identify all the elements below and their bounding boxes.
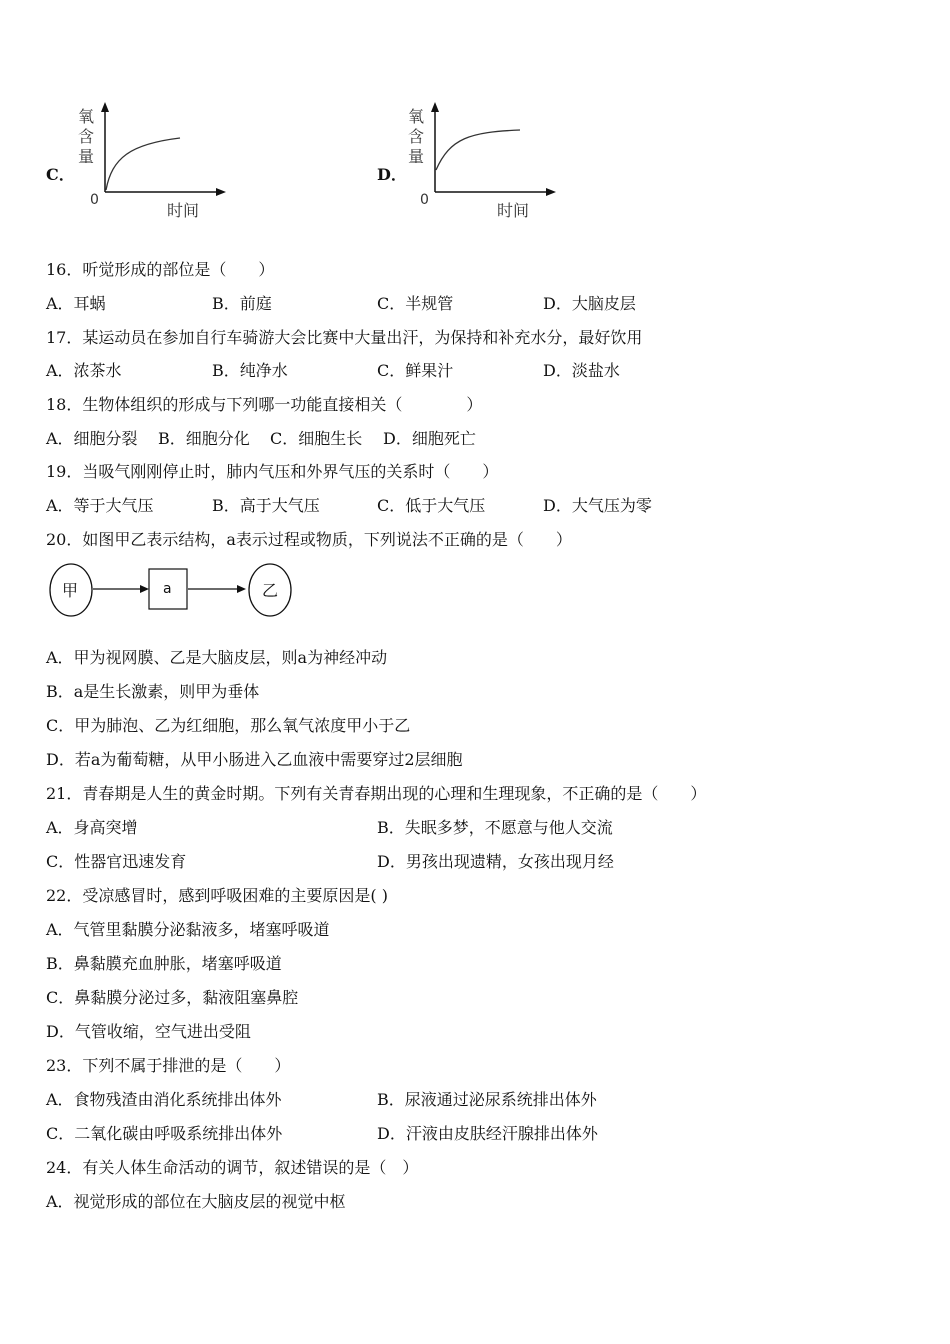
question-20-option-a[interactable]: A．甲为视网膜、乙是大脑皮层，则a为神经冲动 — [46, 648, 388, 667]
question-19-option-d[interactable]: D．大气压为零 — [543, 496, 652, 515]
y-axis-char-1: 氧 — [408, 107, 425, 126]
question-18-option-a[interactable]: A．细胞分裂 — [46, 429, 138, 448]
arrow-2-head-icon — [237, 585, 246, 593]
node-yi-label: 乙 — [262, 581, 279, 600]
x-axis-arrow-icon — [216, 188, 226, 196]
question-23-option-a[interactable]: A．食物残渣由消化系统排出体外 — [46, 1090, 282, 1109]
question-19-option-b[interactable]: B．高于大气压 — [212, 496, 320, 515]
question-20-stem: 20．如图甲乙表示结构，a表示过程或物质，下列说法不正确的是（ ） — [46, 530, 572, 549]
node-a-label: a — [163, 581, 172, 597]
question-17-option-d[interactable]: D．淡盐水 — [543, 361, 620, 380]
question-17-stem: 17．某运动员在参加自行车骑游大会比赛中大量出汗，为保持和补充水分，最好饮用 — [46, 328, 643, 347]
question-20-option-b[interactable]: B．a是生长激素，则甲为垂体 — [46, 682, 260, 701]
origin-label: 0 — [90, 192, 99, 208]
question-22-stem: 22．受凉感冒时，感到呼吸困难的主要原因是( ) — [46, 886, 388, 905]
question-23-stem: 23．下列不属于排泄的是（ ） — [46, 1056, 291, 1075]
question-23-option-d[interactable]: D．汗液由皮肤经汗腺排出体外 — [377, 1124, 598, 1143]
question-19-stem: 19．当吸气刚刚停止时，肺内气压和外界气压的关系时（ ） — [46, 462, 499, 481]
graph-c — [70, 100, 240, 225]
y-axis-char-2: 含 — [78, 127, 95, 146]
question-18-option-d[interactable]: D．细胞死亡 — [383, 429, 476, 448]
question-17-option-b[interactable]: B．纯净水 — [212, 361, 288, 380]
question-20-option-d[interactable]: D．若a为葡萄糖，从甲小肠进入乙血液中需要穿过2层细胞 — [46, 750, 463, 769]
question-22-option-b[interactable]: B．鼻黏膜充血肿胀，堵塞呼吸道 — [46, 954, 282, 973]
y-axis-arrow-icon — [101, 102, 109, 112]
question-18-stem: 18．生物体组织的形成与下列哪一功能直接相关（ ） — [46, 395, 483, 414]
option-d-label: D． — [377, 165, 407, 184]
question-21-option-a[interactable]: A．身高突增 — [46, 818, 138, 837]
node-jia-label: 甲 — [62, 581, 79, 600]
question-18-option-c[interactable]: C．细胞生长 — [270, 429, 363, 448]
question-21-stem: 21．青春期是人生的黄金时期。下列有关青春期出现的心理和生理现象，不正确的是（ ） — [46, 784, 707, 803]
oxygen-curve — [436, 130, 520, 170]
origin-label: 0 — [420, 192, 429, 208]
question-21-option-c[interactable]: C．性器官迅速发育 — [46, 852, 187, 871]
question-19-option-c[interactable]: C．低于大气压 — [377, 496, 486, 515]
question-16-option-b[interactable]: B．前庭 — [212, 294, 272, 313]
question-18-option-b[interactable]: B．细胞分化 — [158, 429, 250, 448]
x-axis-label: 时间 — [497, 201, 530, 220]
y-axis-char-2: 含 — [408, 127, 425, 146]
question-17-option-a[interactable]: A．浓茶水 — [46, 361, 122, 380]
y-axis-char-3: 量 — [78, 147, 95, 166]
flow-diagram — [46, 560, 306, 620]
question-16-option-d[interactable]: D．大脑皮层 — [543, 294, 636, 313]
oxygen-curve — [106, 138, 180, 190]
question-24-option-a[interactable]: A．视觉形成的部位在大脑皮层的视觉中枢 — [46, 1192, 346, 1211]
y-axis-arrow-icon — [431, 102, 439, 112]
question-16-stem: 16．听觉形成的部位是（ ） — [46, 260, 275, 279]
question-21-option-b[interactable]: B．失眠多梦，不愿意与他人交流 — [377, 818, 613, 837]
question-16-option-a[interactable]: A．耳蜗 — [46, 294, 106, 313]
y-axis-char-1: 氧 — [78, 107, 95, 126]
question-16-option-c[interactable]: C．半规管 — [377, 294, 454, 313]
graph-d — [400, 100, 570, 225]
question-22-option-a[interactable]: A．气管里黏膜分泌黏液多，堵塞呼吸道 — [46, 920, 330, 939]
question-24-stem: 24．有关人体生命活动的调节，叙述错误的是（ ） — [46, 1158, 419, 1177]
question-21-option-d[interactable]: D．男孩出现遗精，女孩出现月经 — [377, 852, 614, 871]
question-19-option-a[interactable]: A．等于大气压 — [46, 496, 154, 515]
x-axis-label: 时间 — [167, 201, 200, 220]
question-23-option-b[interactable]: B．尿液通过泌尿系统排出体外 — [377, 1090, 597, 1109]
question-23-option-c[interactable]: C．二氧化碳由呼吸系统排出体外 — [46, 1124, 283, 1143]
x-axis-arrow-icon — [546, 188, 556, 196]
question-22-option-c[interactable]: C．鼻黏膜分泌过多，黏液阻塞鼻腔 — [46, 988, 299, 1007]
option-c-label: C． — [46, 165, 75, 184]
y-axis-char-3: 量 — [408, 147, 425, 166]
arrow-1-head-icon — [140, 585, 149, 593]
question-22-option-d[interactable]: D．气管收缩，空气进出受阻 — [46, 1022, 251, 1041]
question-20-option-c[interactable]: C．甲为肺泡、乙为红细胞，那么氧气浓度甲小于乙 — [46, 716, 411, 735]
question-17-option-c[interactable]: C．鲜果汁 — [377, 361, 454, 380]
